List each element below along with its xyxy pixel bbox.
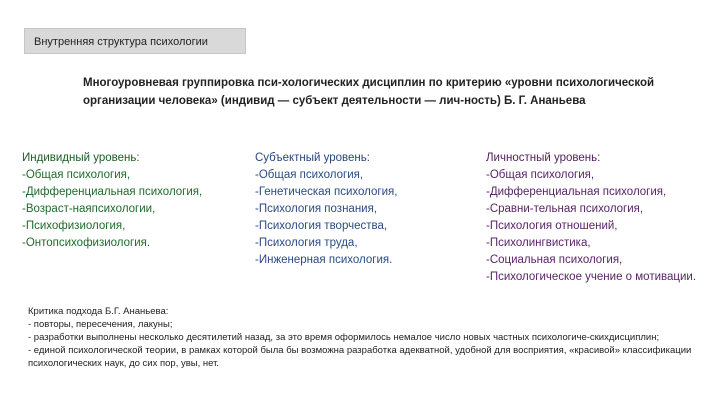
list-item: -Психология познания, — [255, 203, 378, 215]
heading: Многоуровневая группировка пси-хологических дисциплин по критерию «уровни психологической организации человека» (индивид — субъект деятельности — лич-ность) Б. Г. Ананьева — [83, 77, 655, 107]
list-item: -Дифференциальная психология, — [22, 186, 203, 198]
list-item: -Общая психология, — [486, 169, 595, 181]
list-item: -Генетическая психология, — [255, 186, 398, 198]
list-item: -Общая психология, — [22, 169, 131, 181]
list-item: -Онтопсихофизиология. — [22, 237, 151, 249]
critique-line: - повторы, пересечения, лакуны; — [28, 319, 173, 330]
list-item: -Психолингвистика, — [486, 237, 591, 249]
list-item: -Психология отношений, — [486, 220, 618, 232]
list-item: -Инженерная психология. — [255, 254, 393, 266]
list-item: -Психология труда, — [255, 237, 358, 249]
list-item: -Социальная психология, — [486, 254, 623, 266]
list-item: -Возраст-наяпсихологии, — [22, 203, 156, 215]
column-personal-title: Личностный уровень: — [486, 152, 601, 164]
list-item: -Сравни-тельная психология, — [486, 203, 644, 215]
column-subject-title: Субъектный уровень: — [255, 152, 370, 164]
column-personal — [486, 150, 711, 286]
list-item: -Общая психология, — [255, 169, 364, 181]
critique-block — [28, 305, 708, 370]
critique-line: - единой психологической теории, в рамках которой была бы возможна разработка адекватной, удобной для восприятия, «красивой» классификации психологических наук, до сих пор, увы, нет. — [28, 345, 692, 369]
list-item: -Психология творчества, — [255, 220, 388, 232]
column-individual-title: Индивидный уровень: — [22, 152, 140, 164]
list-item: -Психологическое учение о мотивации. — [486, 271, 697, 283]
list-item: -Психофизиология, — [22, 220, 126, 232]
critique-line: - разработки выполнены несколько десятилетий назад, за это время оформилось немалое число новых частных психологиче-скихдисциплин; — [28, 332, 660, 343]
slide-title: Внутренняя структура психологии — [24, 28, 246, 54]
list-item: -Дифференциальная психология, — [486, 186, 667, 198]
critique-title: Критика подхода Б.Г. Ананьева: — [28, 306, 169, 317]
column-subject — [255, 150, 477, 269]
column-individual — [22, 150, 247, 252]
